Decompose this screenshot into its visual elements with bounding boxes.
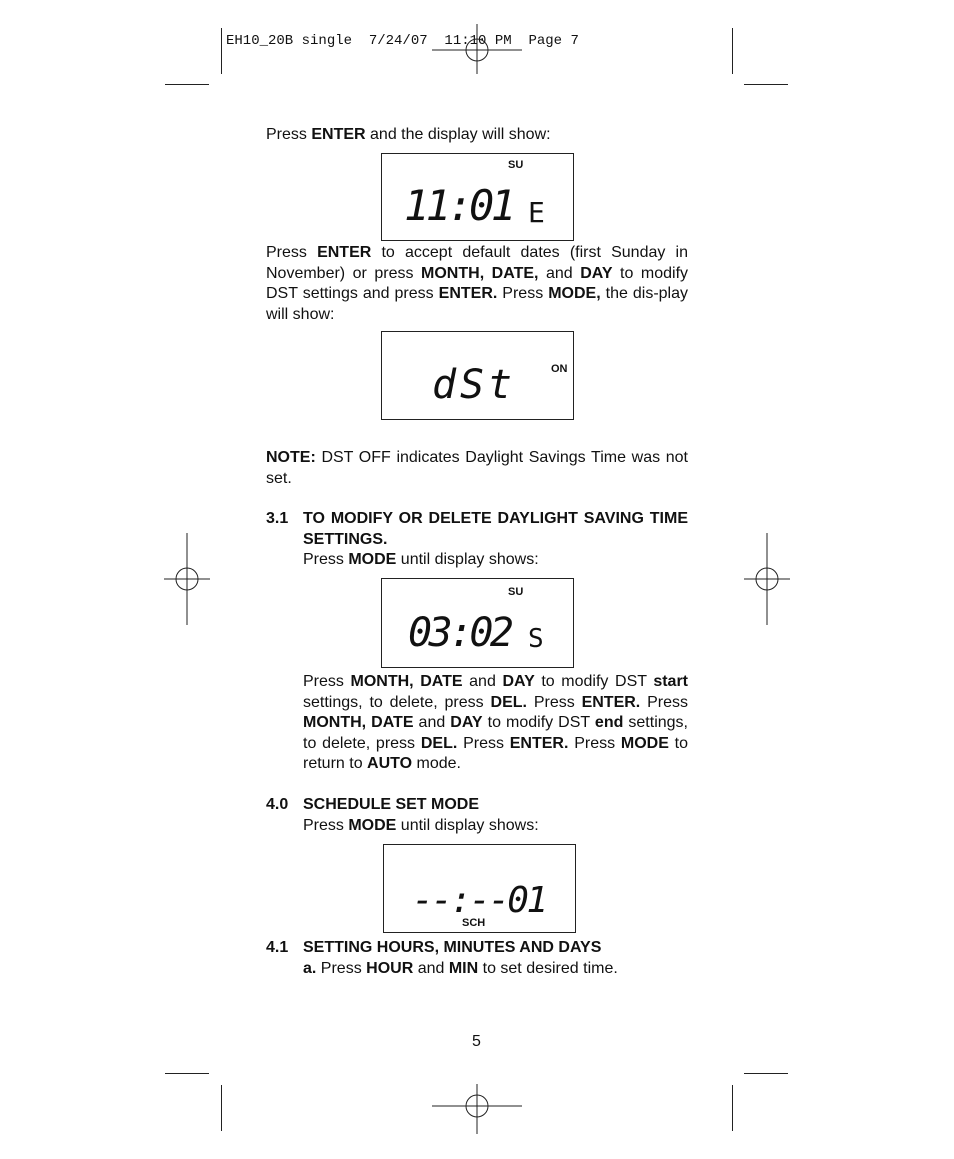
lcd-schedule-text: --:--01 — [412, 880, 548, 919]
intro-paragraph: Press ENTER and the display will show: — [266, 126, 551, 143]
section-4-1-number: 4.1 — [266, 939, 289, 956]
registration-mark-left — [164, 533, 210, 625]
lcd-indicator-su: SU — [508, 586, 524, 598]
registration-mark-top — [432, 24, 522, 74]
lcd-display-time — [381, 153, 574, 241]
registration-mark-right — [744, 533, 790, 625]
note-paragraph: NOTE: DST OFF indicates Daylight Savings Time was not set. — [266, 449, 688, 487]
lcd-display-dst-start — [381, 578, 574, 668]
lcd-indicator-sch: SCH — [462, 917, 486, 929]
modify-dst-paragraph: Press MONTH, DATE and DAY to modify DST start settings, to delete, press DEL. Press ENTER. Press MONTH, DATE and DAY to modify DST end settings, to delete, press DEL. Press ENTER. Press MODE to return to AUTO mode. — [303, 673, 689, 772]
registration-mark-bottom — [432, 1084, 522, 1134]
lcd-time-text: 03:02 — [408, 613, 514, 653]
section-4-0-instruction: Press MODE until display shows: — [303, 817, 539, 834]
page-number: 5 — [472, 1033, 481, 1050]
lcd-digits — [404, 188, 554, 228]
lcd-dst-digits — [430, 366, 530, 406]
lcd-suffix-text: S — [528, 624, 544, 653]
section-4-1-step-a: a. Press HOUR and MIN to set desired time. — [303, 960, 618, 977]
section-4-1-title: SETTING HOURS, MINUTES AND DAYS — [303, 939, 602, 956]
default-dates-paragraph: Press ENTER to accept default dates (first Sunday in November) or press MONTH, DATE, and DAY to modify DST settings and press ENTER. Press MODE, the dis-play will show: — [266, 244, 689, 323]
lcd-indicator-on: ON — [551, 363, 568, 375]
lcd-schedule-digits — [412, 879, 562, 919]
section-4-0-number: 4.0 — [266, 796, 289, 813]
lcd-indicator-su: SU — [508, 159, 524, 171]
section-4-0-title: SCHEDULE SET MODE — [303, 796, 480, 813]
lcd-dst-text: dSt — [432, 366, 512, 406]
lcd-suffix-text: E — [528, 196, 545, 228]
section-3-1-instruction: Press MODE until display shows: — [303, 551, 539, 568]
lcd-display-schedule — [383, 844, 576, 933]
lcd-time-text: 11:01 — [404, 188, 516, 228]
slug-line: EH10_20B single 7/24/07 11:10 PM Page 7 — [226, 33, 579, 49]
section-3-1-title: TO MODIFY OR DELETE DAYLIGHT SAVING TIME SETTINGS. — [303, 510, 688, 548]
lcd-display-dst — [381, 331, 574, 420]
section-3-1-number: 3.1 — [266, 510, 289, 527]
lcd-digits — [408, 613, 558, 653]
